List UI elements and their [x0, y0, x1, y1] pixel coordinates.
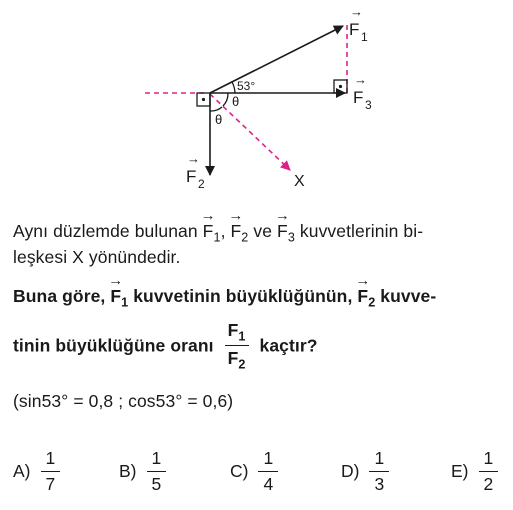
f2-label-arrow: →	[187, 151, 200, 166]
f1-label-sub: 1	[361, 30, 368, 44]
f2-label: F	[186, 167, 197, 186]
fraction-denominator: 7	[41, 471, 61, 495]
angle-arc-theta-upper	[223, 93, 228, 106]
angle-arc-theta-lower	[210, 107, 222, 111]
text-segment: kaçtır?	[259, 335, 318, 356]
choice-a[interactable]	[13, 448, 60, 495]
vector-f1: → F	[110, 286, 121, 307]
vector-f1: → F	[203, 221, 214, 242]
subscript: 2	[368, 295, 376, 310]
fraction-numerator: 1	[374, 448, 385, 468]
choice-letter: E)	[451, 461, 469, 481]
f3-label-sub: 3	[365, 98, 372, 112]
fraction-denominator: 4	[258, 471, 278, 495]
answer-choices	[13, 448, 503, 498]
vector-f2: → F	[231, 221, 242, 242]
right-angle-dot-origin	[202, 98, 205, 101]
given-values	[13, 391, 233, 412]
question-line-1	[13, 221, 423, 244]
fraction-denominator: $F_2$	[225, 345, 249, 371]
subscript: 2	[241, 230, 249, 245]
question-line-3	[13, 286, 436, 309]
text-segment: ,	[220, 221, 231, 241]
f1-arrow	[210, 26, 343, 93]
choice-fraction	[41, 448, 61, 495]
fraction-denominator: 5	[147, 471, 167, 495]
subscript: 3	[287, 230, 295, 245]
question-line-4	[13, 320, 318, 372]
text-segment: leşkesi X yönündedir.	[13, 247, 181, 267]
force-diagram	[0, 0, 513, 200]
choice-b[interactable]	[119, 448, 166, 495]
f1-label: F	[349, 20, 360, 39]
resultant-x-arrow	[210, 94, 290, 170]
text-segment: kuvvetlerinin bi-	[294, 221, 424, 241]
text-segment: kuvve-	[375, 286, 437, 306]
f2-label-sub: 2	[198, 177, 205, 191]
theta-label-lower: θ	[215, 112, 223, 127]
angle-53-label: 53°	[237, 79, 256, 93]
choice-letter: A)	[13, 461, 31, 481]
vector-f2: → F	[357, 286, 368, 307]
choice-d[interactable]	[341, 448, 389, 495]
text-segment: Aynı düzlemde bulunan	[13, 221, 203, 241]
text-segment: tinin büyüklüğüne oranı	[13, 335, 214, 356]
f3-label: F	[353, 88, 364, 107]
fraction-denominator: 3	[369, 471, 389, 495]
choice-fraction	[369, 448, 389, 495]
fraction-numerator: 1	[263, 448, 274, 468]
fraction-numerator: $F_1$	[227, 320, 246, 344]
theta-label-upper: θ	[232, 94, 240, 109]
choice-fraction	[479, 448, 499, 495]
choice-fraction	[258, 448, 278, 495]
choice-c[interactable]	[230, 448, 278, 495]
question-line-2	[13, 247, 180, 268]
subscript: 1	[121, 295, 129, 310]
text-segment: (sin53° = 0,8 ; cos53° = 0,6)	[13, 391, 234, 411]
text-segment: kuvvetinin büyüklüğünün,	[128, 286, 358, 306]
right-angle-dot-f3	[339, 85, 342, 88]
fraction-numerator: 1	[151, 448, 162, 468]
f3-label-arrow: →	[354, 72, 367, 87]
angle-arc-53	[232, 82, 235, 93]
fraction-denominator: 2	[479, 471, 499, 495]
choice-fraction	[147, 448, 167, 495]
f1-label-arrow: →	[350, 4, 363, 19]
ratio-fraction	[225, 320, 249, 372]
fraction-numerator: 1	[483, 448, 494, 468]
text-segment: Buna göre,	[13, 286, 111, 306]
x-label: X	[294, 173, 305, 190]
fraction-numerator: 1	[45, 448, 56, 468]
choice-e[interactable]	[451, 448, 498, 495]
choice-letter: D)	[341, 461, 360, 481]
text-segment: ve	[248, 221, 278, 241]
vector-f3: → F	[277, 221, 288, 242]
choice-letter: B)	[119, 461, 137, 481]
choice-letter: C)	[230, 461, 249, 481]
subscript: 1	[213, 230, 221, 245]
